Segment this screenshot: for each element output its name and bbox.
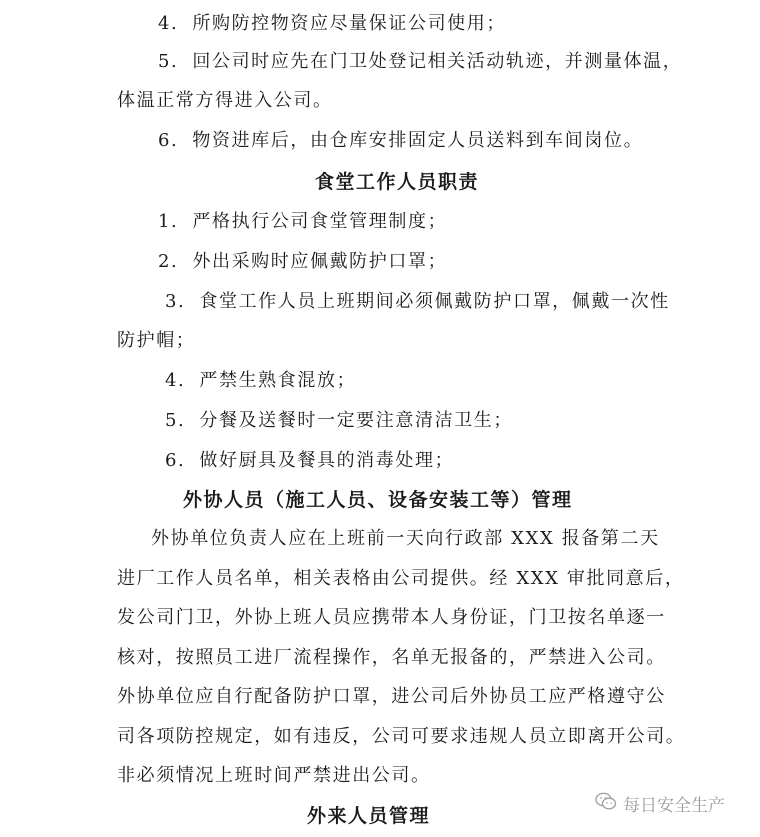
watermark [595,791,725,816]
item-text: 外出采购时应佩戴防护口罩； [192,251,448,272]
paragraph-line: 核对，按照员工进厂流程操作，名单无报备的，严禁进入公司。 [117,647,666,668]
list-item [158,209,447,235]
paragraph-line: 发公司门卫，外协上班人员应携带本人身份证，门卫按名单逐一 [117,607,666,628]
item-number: 4. [158,13,179,34]
item-text: 回公司时应先在门卫处登记相关活动轨迹，并测量体温， [192,51,683,72]
item-text: 物资进库后，由仓库安排固定人员送料到车间岗位。 [192,130,644,151]
wechat-icon [595,792,623,816]
paragraph-line: 外协单位应自行配备防护口罩，进公司后外协员工应严格遵守公 [117,686,666,707]
item-number: 5. [158,51,179,72]
contractor-title: 外协人员（施工人员、设备安装工等）管理 [183,489,573,511]
paragraph-line: 司各项防控规定，如有违反，公司可要求违规人员立即离开公司。 [117,726,686,747]
list-item [165,448,454,474]
list-item [165,368,356,394]
item-text: 食堂工作人员上班期间必须佩戴防护口罩，佩戴一次性 [199,291,670,312]
item-text: 严格执行公司食堂管理制度； [192,211,448,232]
item-text: 做好厨具及餐具的消毒处理； [199,450,455,471]
item-number: 6. [165,450,186,471]
list-item [158,49,682,75]
watermark-text: 每日安全生产 [623,796,725,816]
item-number: 2. [158,251,179,272]
item-number: 3. [165,291,186,312]
visitor-title: 外来人员管理 [307,805,431,827]
list-item [158,249,447,275]
item-text: 严禁生熟食混放； [199,370,357,391]
item-text: 所购防控物资应尽量保证公司使用； [192,13,506,34]
paragraph-line: 非必须情况上班时间严禁进出公司。 [117,765,431,786]
paragraph-line: 外协单位负责人应在上班前一天向行政部 XXX 报备第二天 [151,528,660,549]
item-text: 分餐及送餐时一定要注意清洁卫生； [199,410,513,431]
list-item [165,289,670,315]
item-number: 4. [165,370,186,391]
canteen-title: 食堂工作人员职责 [315,171,480,193]
item-continuation: 防护帽； [117,330,196,351]
list-item [158,11,506,37]
list-item [165,408,513,434]
item-number: 6. [158,130,179,151]
list-item [158,128,643,154]
item-number: 5. [165,410,186,431]
item-continuation: 体温正常方得进入公司。 [117,90,333,111]
paragraph-line: 进厂工作人员名单，相关表格由公司提供。经 XXX 审批同意后， [117,568,685,589]
item-number: 1. [158,211,179,232]
